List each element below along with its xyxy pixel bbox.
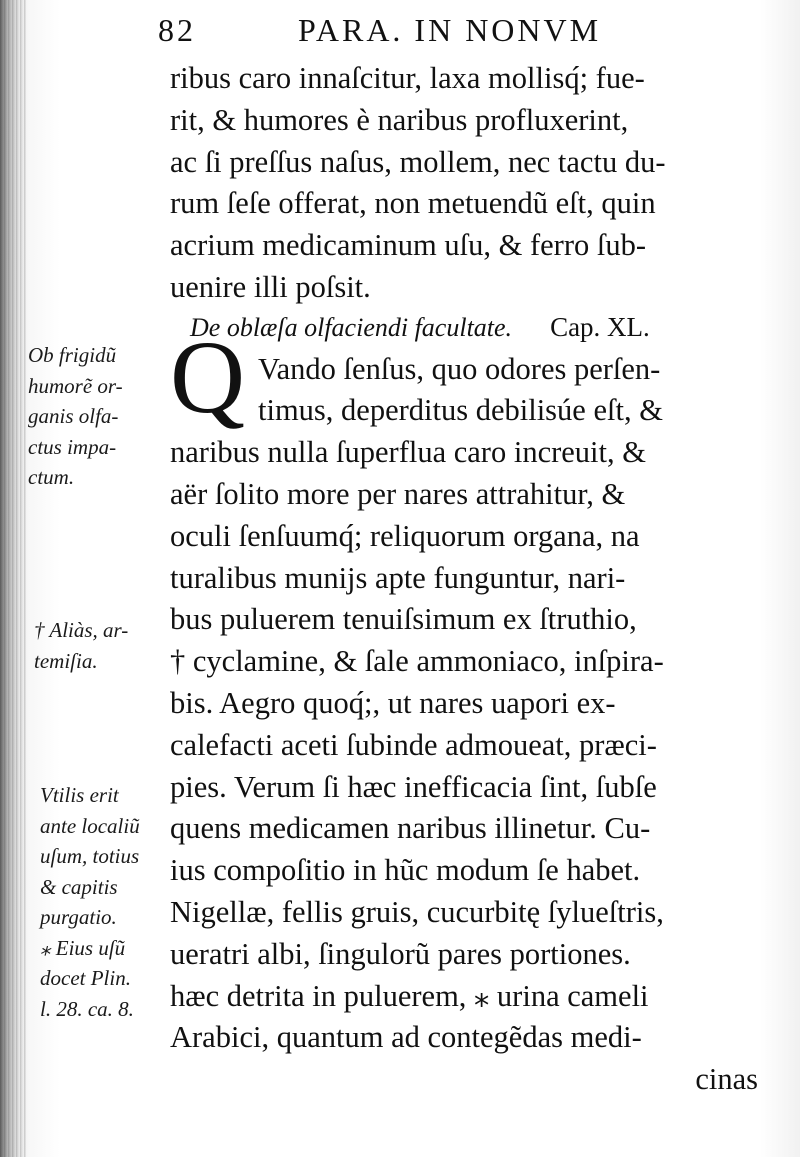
margin-note-line: ante localiũ <box>40 813 140 838</box>
text-line: calefacti aceti ſubinde admoueat, præci- <box>170 727 657 762</box>
margin-note-line: & capitis <box>40 874 118 899</box>
text-line: ius compoſitio in hũc modum ſe habet. <box>170 853 641 888</box>
margin-note-line: docet Plin. <box>40 966 131 990</box>
text-line: bis. Aegro quoq́;, ut nares uapori ex- <box>170 685 616 720</box>
text-line: ribus caro innaſcitur, laxa mollisq́; fue- <box>170 61 645 95</box>
margin-note-line: ctus impa- <box>28 434 117 459</box>
text-line: hæc detrita in puluerem, ⁎ urina cameli <box>170 978 649 1013</box>
running-head: PARA. IN NONVM <box>298 12 602 48</box>
drop-cap: Q <box>170 320 246 435</box>
text-line: Nigellæ, fellis gruis, cucurbitę ſylueſtris, <box>170 894 664 929</box>
text-line: Vando ſenſus, quo odores perſen- <box>258 351 661 386</box>
text-line: Arabici, quantum ad contegẽdas medi- <box>170 1020 642 1055</box>
text-line: uenire illi poſsit. <box>170 269 371 304</box>
margin-note-line: temiſia. <box>34 648 98 673</box>
chapter-title: De oblæſa olfaciendi facultate. <box>190 312 513 342</box>
text-line: pies. Verum ſi hæc inefficacia ſint, ſubſe <box>170 769 657 804</box>
margin-note-line: Ob frigidũ <box>28 343 117 367</box>
text-line: bus puluerem tenuiſsimum ex ſtruthio, <box>170 602 637 637</box>
text-line: oculi ſenſuumq́; reliquorum organa, na <box>170 518 640 553</box>
catchword: cinas <box>695 1062 758 1097</box>
text-line: rit, & humores è naribus profluxerint, <box>170 102 629 137</box>
margin-note-1 <box>28 340 158 493</box>
text-line: timus, deperditus debilisúe eſt, & <box>258 393 663 428</box>
text-line: ac ſi preſſus naſus, mollem, nec tactu du- <box>170 144 666 179</box>
page-number: 82 <box>158 12 196 48</box>
text-line: ueratri albi, ſingulorũ pares portiones. <box>170 936 631 971</box>
text-line: † cyclamine, & ſale ammoniaco, inſpira- <box>170 644 664 679</box>
main-text-block <box>170 58 760 1101</box>
margin-note-line: l. 28. ca. 8. <box>40 996 134 1021</box>
margin-note-line: Vtilis erit <box>40 783 119 807</box>
text-line: aër ſolito more per nares attrahitur, & <box>170 476 626 511</box>
margin-note-2 <box>34 615 164 676</box>
margin-note-line: ctum. <box>28 465 75 489</box>
margin-note-3 <box>40 780 170 1024</box>
text-line: quens medicamen naribus illinetur. Cu- <box>170 811 651 846</box>
margin-note-line: ⁎ Eius uſũ <box>40 935 126 960</box>
chapter-heading <box>170 307 760 349</box>
page-header <box>158 12 638 52</box>
margin-note-line: uſum, totius <box>40 844 140 868</box>
margin-note-line: purgatio. <box>40 905 117 929</box>
text-line: turalibus munijs apte funguntur, nari- <box>170 560 626 595</box>
text-line: acrium medicaminum uſu, & ferro ſub- <box>170 228 646 263</box>
margin-note-line: † Aliàs, ar- <box>34 618 129 642</box>
text-line: rum ſeſe offerat, non metuendũ eſt, quin <box>170 186 656 221</box>
chapter-number: Cap. XL. <box>550 311 650 342</box>
page-binding-gutter <box>0 0 26 1157</box>
margin-note-line: ganis olfa- <box>28 404 119 428</box>
margin-note-line: humorẽ or- <box>28 373 123 398</box>
text-line: naribus nulla ſuperflua caro increuit, & <box>170 435 646 470</box>
